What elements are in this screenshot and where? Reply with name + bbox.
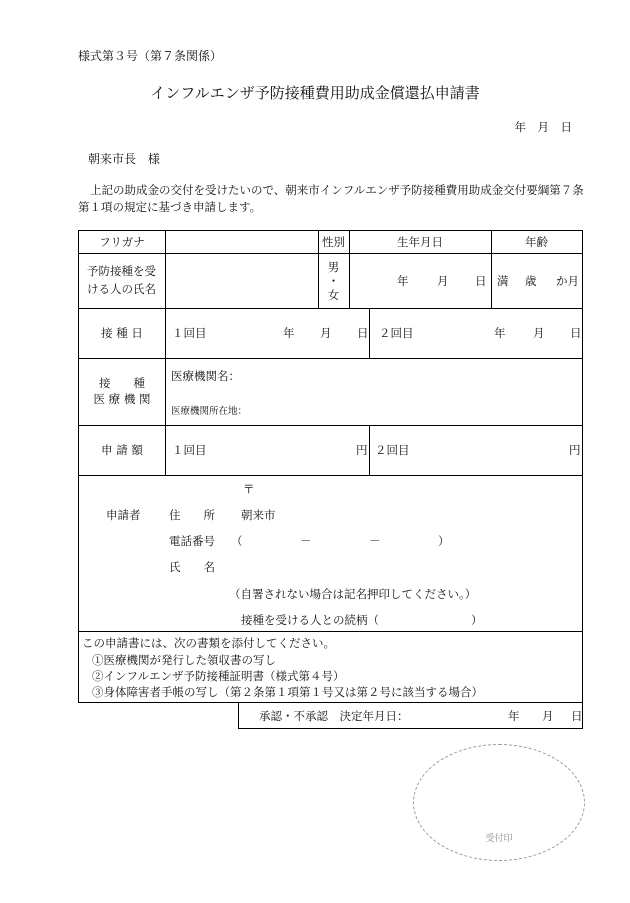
age-years-unit: 歳 bbox=[525, 274, 537, 288]
approval-month-unit: 月 bbox=[542, 709, 554, 723]
applicant-name-label: 氏 名 bbox=[169, 560, 215, 574]
address-label: 住 所 bbox=[169, 508, 215, 522]
attachment-item-receipt: ①医療機関が発行した領収書の写し bbox=[92, 653, 276, 667]
gender-label: 性別 bbox=[322, 235, 345, 249]
application-table bbox=[78, 230, 583, 703]
institution-name-label: 医療機関名： bbox=[171, 369, 240, 383]
phone-label: 電話番号 bbox=[169, 534, 215, 548]
institution-name-field[interactable] bbox=[239, 367, 577, 387]
first-year-unit: 年 bbox=[283, 326, 295, 340]
birthdate-label: 生年月日 bbox=[397, 235, 443, 249]
intro-text: 上記の助成金の交付を受けたいので、朝来市インフルエンザ予防接種費用助成金交付要綱第７条第１項の規定に基づき申請します。 bbox=[78, 183, 584, 214]
amount-second-yen: 円 bbox=[569, 443, 581, 457]
birth-year-unit: 年 bbox=[397, 274, 409, 288]
first-day-unit: 日 bbox=[357, 326, 369, 340]
reception-stamp-area bbox=[413, 744, 585, 861]
approval-year-unit: 年 bbox=[508, 709, 520, 723]
postal-mark: 〒 bbox=[243, 482, 255, 496]
gender-female[interactable]: 女 bbox=[327, 288, 340, 302]
address-value[interactable]: 朝来市 bbox=[241, 508, 276, 522]
age-full-prefix: 満 bbox=[497, 274, 509, 288]
person-name-field[interactable] bbox=[171, 257, 316, 305]
gender-male[interactable]: 男 bbox=[327, 260, 340, 274]
approval-day-unit: 日 bbox=[571, 709, 583, 723]
amount-label: 申 請 額 bbox=[101, 443, 143, 457]
relation-field[interactable]: 接種を受ける人との続柄（ ） bbox=[241, 613, 483, 627]
vaccination-first-label: １回目 bbox=[172, 326, 207, 340]
furigana-field[interactable] bbox=[171, 234, 316, 251]
gender-separator: ・ bbox=[327, 274, 340, 288]
phone-field[interactable]: （ － － ） bbox=[231, 534, 450, 548]
seal-note: （自署されない場合は記名押印してください。） bbox=[229, 587, 477, 601]
institution-address-field[interactable] bbox=[249, 402, 577, 422]
form-number: 様式第３号（第７条関係） bbox=[78, 49, 223, 63]
addressee: 朝来市長 様 bbox=[88, 152, 160, 166]
second-year-unit: 年 bbox=[494, 326, 506, 340]
approval-box bbox=[238, 703, 583, 729]
institution-label-line2: 医 療 機 関 bbox=[93, 392, 151, 406]
attachment-intro: この申請書には、次の書類を添付してください。 bbox=[82, 636, 335, 650]
second-day-unit: 日 bbox=[570, 326, 582, 340]
approval-label: 承認・不承認 決定年月日： bbox=[259, 709, 409, 723]
institution-address-label: 医療機関所在地： bbox=[171, 406, 248, 417]
page-title: インフルエンザ予防接種費用助成金償還払申請書 bbox=[150, 84, 480, 102]
attachment-item-disability-card: ③身体障害者手帳の写し（第２条第１項第１号又は第２号に該当する場合） bbox=[92, 685, 483, 699]
birth-day-unit: 日 bbox=[475, 274, 487, 288]
amount-second-label: ２回目 bbox=[375, 443, 410, 457]
application-date[interactable]: 年 月 日 bbox=[514, 120, 572, 134]
first-month-unit: 月 bbox=[320, 326, 332, 340]
applicant-label: 申請者 bbox=[106, 508, 141, 522]
birth-month-unit: 月 bbox=[437, 274, 449, 288]
furigana-label: フリガナ bbox=[99, 235, 145, 249]
vaccination-second-label: ２回目 bbox=[379, 326, 414, 340]
applicant-name-field[interactable] bbox=[241, 557, 571, 577]
attachment-item-certificate: ②インフルエンザ予防接種証明書（様式第４号） bbox=[92, 669, 345, 683]
reception-stamp-label: 受付印 bbox=[485, 834, 513, 844]
second-month-unit: 月 bbox=[533, 326, 545, 340]
amount-first-label: １回目 bbox=[172, 443, 207, 457]
amount-first-yen: 円 bbox=[356, 443, 368, 457]
person-name-label-line1: 予防接種を受 bbox=[87, 264, 156, 278]
vaccination-date-label: 接 種 日 bbox=[101, 326, 143, 340]
person-name-label-line2: ける人の氏名 bbox=[87, 282, 156, 296]
age-label: 年齢 bbox=[525, 235, 548, 249]
age-months-unit: か月 bbox=[556, 274, 579, 288]
institution-label-line1: 接 種 bbox=[99, 376, 145, 390]
